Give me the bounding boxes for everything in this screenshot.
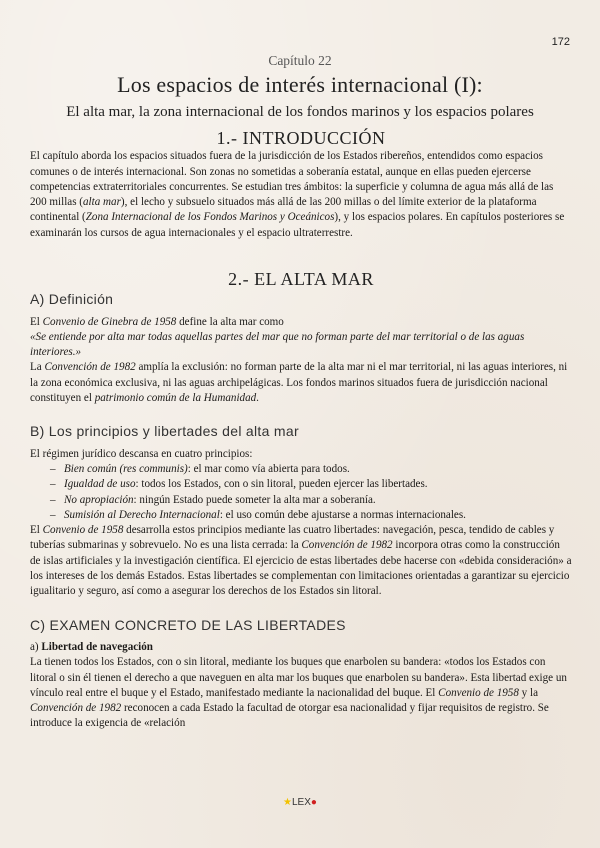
subheading-navegacion: a) Libertad de navegación bbox=[30, 640, 153, 653]
list-item: – No apropiación: ningún Estado puede someter la alta mar a soberanía. bbox=[50, 493, 572, 508]
definicion-paragraph: El Convenio de Ginebra de 1958 define la alta mar como bbox=[30, 315, 284, 328]
section-alta-mar bbox=[30, 269, 572, 732]
definicion-quote: «Se entiende por alta mar todas aquellas partes del mar que no forman parte del mar territorial o de las aguas interiores.» bbox=[30, 330, 525, 359]
list-item: – Sumisión al Derecho Internacional: el uso común debe ajustarse a normas internacionales. bbox=[50, 508, 572, 523]
page-title: Los espacios de interés internacional (I): bbox=[117, 72, 483, 97]
footer-brand: LEX bbox=[292, 797, 311, 808]
heading-definicion: A) Definición bbox=[30, 291, 114, 308]
principios-intro: El régimen jurídico descansa en cuatro principios: bbox=[30, 447, 253, 460]
convencion-paragraph: La Convención de 1982 amplía la exclusión: no forman parte de la alta mar ni el mar territorial, ni las aguas interiores, ni la zona económica exclusiva, ni las aguas archipelágicas. Los fondos marinos situados fuera de jurisdicción nacional constituyen el patrimonio común de la Humanidad. bbox=[30, 361, 568, 405]
page-subtitle: El alta mar, la zona internacional de los fondos marinos y los espacios polares bbox=[66, 104, 534, 120]
drop-icon: ● bbox=[310, 797, 317, 808]
section-introduction bbox=[30, 128, 572, 241]
list-item: – Bien común (res communis): el mar como vía abierta para todos. bbox=[50, 462, 572, 477]
heading-introduction: 1.- INTRODUCCIÓN bbox=[216, 128, 386, 148]
heading-examen: C) EXAMEN CONCRETO DE LAS LIBERTADES bbox=[30, 616, 346, 633]
heading-alta-mar: 2.- EL ALTA MAR bbox=[228, 269, 374, 289]
principles-list bbox=[30, 462, 572, 523]
navegacion-paragraph: La tienen todos los Estados, con o sin litoral, mediante los buques que enarbolen su bandera: «todos los Estados con litoral o sin él tienen el derecho a que naveguen en alta mar los buques que enarbolen su bandera». Esta libertad exige un vínculo real entre el buque y el Estado, manifestado mediante la nacionalidad del buque. El Convenio de 1958 y la Convención de 1982 reconocen a cada Estado la facultad de otorgar esa nacionalidad y fijar requisitos de registro. Se introduce la exigencia de «relación bbox=[30, 656, 567, 730]
list-item: – Igualdad de uso: todos los Estados, con o sin litoral, pueden ejercer las libertades. bbox=[50, 477, 572, 492]
page-number: 172 bbox=[551, 36, 570, 48]
footer-logo bbox=[0, 797, 600, 808]
libertades-paragraph: El Convenio de 1958 desarrolla estos principios mediante las cuatro libertades: navegación, pesca, tendido de cables y tuberías submarinas y sobrevuelo. No es una lista cerrada: la Convención de 1982 incorpora otras como la construcción de islas artificiales y la investigación científica. El ejercicio de estas libertades debe hacerse con «debida consideración» a los intereses de los demás Estados. Estas libertades se complementan con limitaciones orientadas a garantizar su ejercicio igualitario y seguro, así como a asegurar los derechos de los Estados sin litoral. bbox=[30, 524, 572, 598]
star-icon: ★ bbox=[283, 797, 292, 808]
intro-paragraph: El capítulo aborda los espacios situados fuera de la jurisdicción de los Estados ribereños, entendidos como espacios comunes o de interés internacional. Son zonas no sometidas a soberanía estatal, aunque en ellas pueden ejercerse competencias extraterritoriales concurrentes. Se estudian tres ámbitos: la superficie y columna de agua más allá de las 200 millas (alta mar), el lecho y subsuelo situados más allá de las 200 millas o del límite exterior de la plataforma continental (Zona Internacional de los Fondos Marinos y Oceánicos), y los espacios polares. En capítulos posteriores se examinarán los cursos de agua internacionales y el espacio ultraterrestre. bbox=[30, 150, 565, 239]
heading-principios: B) Los principios y libertades del alta mar bbox=[30, 423, 299, 440]
chapter-label: Capítulo 22 bbox=[268, 53, 332, 68]
